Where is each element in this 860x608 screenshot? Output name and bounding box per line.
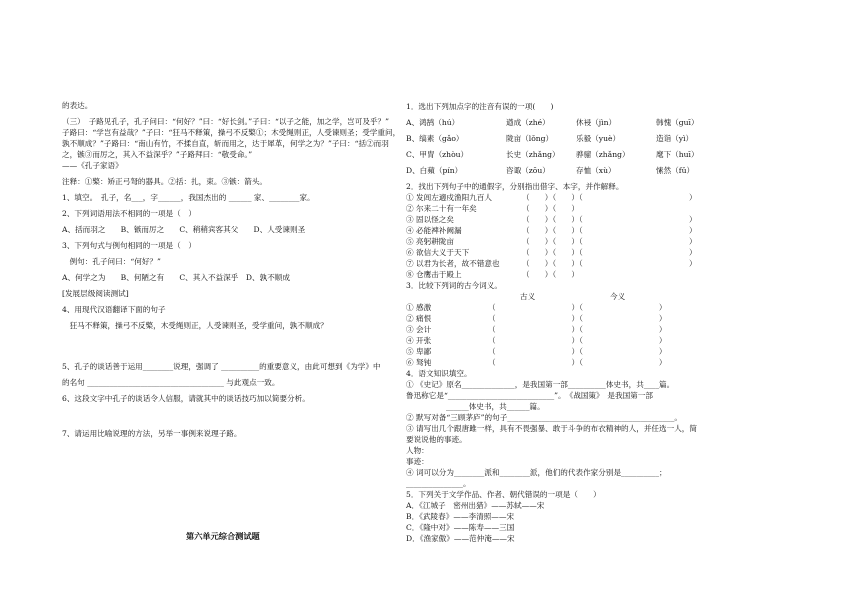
q3-stem: 3．比较下列词的古今词义。 xyxy=(406,281,502,290)
q2-stem: 2．找出下列句子中的通假字，分别指出借字、本字，并作解释。 xyxy=(406,182,624,191)
q1-option: 麾下（huī） xyxy=(656,150,699,159)
q2-item: ⑧ 仓鹰击于殿上 （ ）（ ） xyxy=(406,270,579,279)
q4-line: 事迹： xyxy=(406,457,429,466)
q1-option: D、白蘋（pín） xyxy=(406,166,463,175)
text-line: 的表达。 xyxy=(62,101,93,110)
q1-option: A、鸿鹄（hú） xyxy=(406,118,460,127)
question-4: 4、用现代汉语翻译下面的句子 xyxy=(62,305,166,314)
q5-option: C．《隆中对》——陈寿——三国 xyxy=(406,523,515,532)
q2-item: ③ 固以怪之矣 （ ）（ ）（ ） xyxy=(406,215,697,224)
question-2: 2、下列词语用法不相同的一项是（ ） xyxy=(62,209,196,218)
q1-option: 咨诹（zōu） xyxy=(506,166,550,175)
q1-option-row xyxy=(406,117,746,128)
section-title: 第六单元综合测试题 xyxy=(186,531,260,541)
q1-option: C、甲胄（zhòu） xyxy=(406,150,469,159)
q4-line: 鲁迅称它是“____________________________”。 《战国策》 是我国第一部 xyxy=(406,391,653,400)
q4-line: ② 默写对备“三顾茅庐”的句子____________________________________________。 xyxy=(406,413,682,422)
q1-option-row xyxy=(406,149,746,160)
q4-line: 要说说他的事迹。 xyxy=(406,435,467,444)
question-5-cont: 的名句 ____________________________________ 与此观点一致。 xyxy=(62,378,280,387)
q2-item: ① 发闾左適戍渔阳九百人 （ ）（ ）（ ） xyxy=(406,193,697,202)
text-line: 之，镞③而厉之，其入不益深乎？”子路拜曰：“敬受命。” xyxy=(62,150,253,159)
text-line: 子路曰：“学岂有益哉？”子曰：“狂马不释策，操弓不反檠①；木受绳则正，人受谏则圣；受学重问， xyxy=(62,128,401,137)
text-line: （三） 子路见孔子，孔子问曰：“何好？”曰：“好长剑。”子曰：“以子之能，加之学，岂可及乎？” xyxy=(62,117,390,126)
q4-line: ① 《史记》原名______________，是我国第一部__________体史书，共____篇。 xyxy=(406,380,675,389)
section-heading: [发展层级阅读测试] xyxy=(62,289,129,298)
q2-item: ⑦ 以君为长者，故不错意也 （ ）（ ）（ ） xyxy=(406,259,697,268)
question-3-example: 例句：孔子问曰：“何好？” xyxy=(62,257,161,266)
q1-option: 陇亩（lǒng） xyxy=(506,134,554,143)
q1-option: 乐毅（yuè） xyxy=(576,134,621,143)
q3-item: ⑤ 卑鄙 （ ）（ ） xyxy=(406,347,667,356)
q1-option: 存恤（xù） xyxy=(576,166,616,175)
question-4-sentence: 狂马不释策，操弓不反檠，木受绳则正，人受谏则圣，受学重问，孰不顺成？ xyxy=(62,321,328,330)
question-5: 5、孔子的谈话善于运用________说理，强调了 __________的重要意义，由此可想到《为学》中 xyxy=(62,362,381,371)
text-line: 孰不顺成？”子路曰：“南山有竹，不揉自直，斩而用之，达于犀革，何学之为？”子曰：“括②而羽 xyxy=(62,139,389,148)
question-1: 1、填空。 孔子，名___，字______，我国杰出的 ______ 家、________家。 xyxy=(62,193,315,202)
question-3-options: A、何学之为 B、何陋之有 C、其入不益深乎 D、孰不顺成 xyxy=(62,273,290,282)
q3-item: ① 感激 （ ）（ ） xyxy=(406,303,667,312)
q1-stem: 1．选出下列加点字的注音有误的一项( ) xyxy=(406,102,554,111)
q1-option: 休祲（jìn） xyxy=(576,118,617,127)
q1-option-row xyxy=(406,133,746,144)
q4-stem: 4．语文知识填空。 xyxy=(406,369,472,378)
q5-option: D．《渔家傲》——范仲淹——宋 xyxy=(406,534,515,543)
q4-line: 人物： xyxy=(406,446,429,455)
q3-item: ④ 开张 （ ）（ ） xyxy=(406,336,667,345)
q3-item: ② 痛恨 （ ）（ ） xyxy=(406,314,667,323)
q2-item: ⑤ 亮躬耕陇亩 （ ）（ ）（ ） xyxy=(406,237,697,246)
source-line: ——《孔子家语》 xyxy=(62,161,123,170)
q5-option: A．《江城子 密州出猎》——苏轼——宋 xyxy=(406,501,545,510)
annotation-line: 注释：①檠：矫正弓弩的器具。②括：扎，束。③镞：箭头。 xyxy=(62,177,268,186)
q4-line: _______________。 xyxy=(406,479,471,488)
q3-header xyxy=(406,291,746,302)
q5-option: B．《武陵春》——李清照——宋 xyxy=(406,512,515,521)
q4-line: ④ 词可以分为________派和________派，他们的代表作家分别是__________； xyxy=(406,468,667,477)
q3-item: ⑥ 驽钝 （ ）（ ） xyxy=(406,358,667,367)
q1-option: 遒成（zhé） xyxy=(506,118,550,127)
q4-line: ③ 请写出几个跟唐雎一样，具有不畏强暴、敢于斗争的布衣精神的人，并任选一人，简 xyxy=(406,424,697,433)
question-6: 6、这段文字中孔子的谈话令人信服，请就其中的谈话技巧加以简要分析。 xyxy=(62,394,310,403)
q5-stem: 5．下列关于文学作品、作者、朝代错误的一项是（ ） xyxy=(406,490,601,499)
right-column xyxy=(406,101,746,544)
q3-col-modern: 今义 xyxy=(610,292,626,301)
q1-option: 长史（zhǎng） xyxy=(506,150,560,159)
q1-option: B、缟素（gǎo） xyxy=(406,134,464,143)
left-column xyxy=(62,100,401,439)
q2-item: ④ 必能裨补阙漏 （ ）（ ）（ ） xyxy=(406,226,697,235)
q1-option: 愫然（fǔ） xyxy=(656,166,695,175)
question-3: 3、下列句式与例句相同的一项是（ ） xyxy=(62,241,196,250)
q2-item: ② 尔来二十有一年矣 （ ）（ ） xyxy=(406,204,579,213)
q1-option: 骅骝（zhǎng） xyxy=(576,150,630,159)
q1-option-row xyxy=(406,165,746,176)
q1-option: 造诣（yì） xyxy=(656,134,694,143)
question-7: 7、请运用比喻说理的方法，另举一事例来说理子路。 xyxy=(62,429,242,438)
question-2-options: A、括而羽之 B、镞而厉之 C、稍稍宾客其父 D、人受谏则圣 xyxy=(62,225,306,234)
q4-line: ______体史书，共______篇。 xyxy=(446,402,545,411)
q1-option: 韩愧（guī） xyxy=(656,118,699,127)
q2-item: ⑥ 欲信大义于天下 （ ）（ ）（ ） xyxy=(406,248,697,257)
q3-item: ③ 会计 （ ）（ ） xyxy=(406,325,667,334)
q3-col-ancient: 古义 xyxy=(520,292,536,301)
